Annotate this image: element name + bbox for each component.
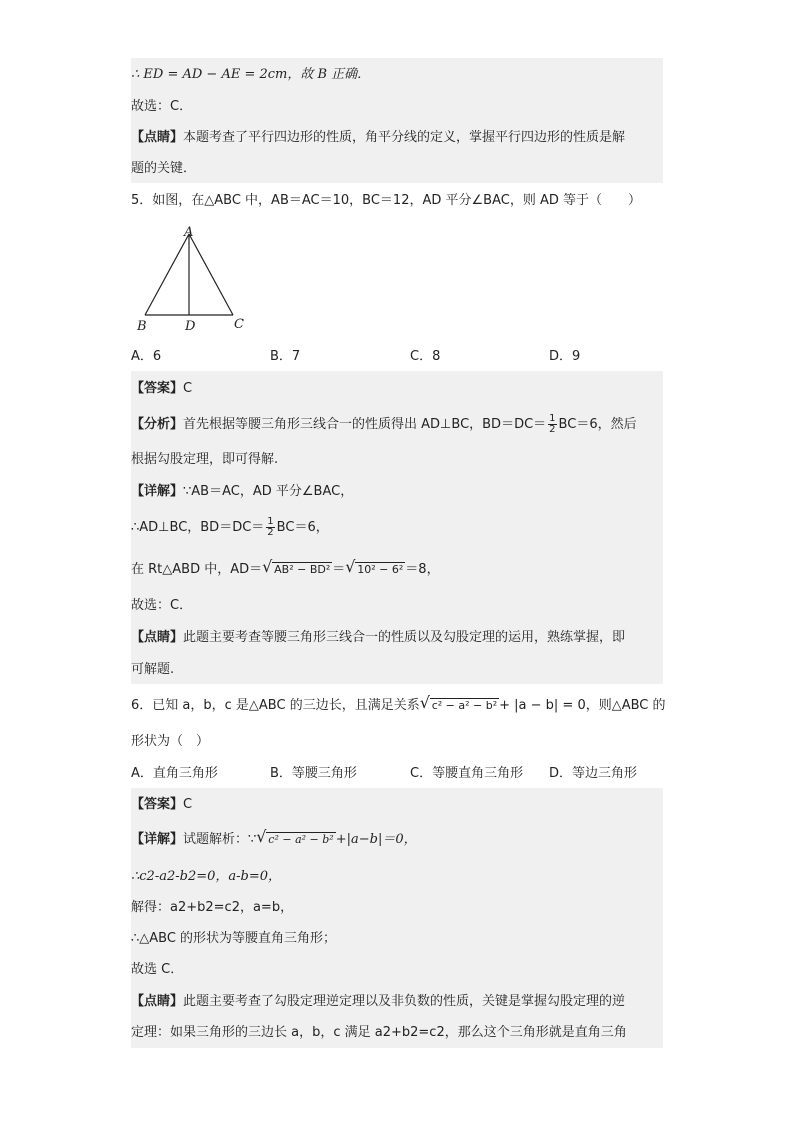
detail-text: ∵AB＝AC，AD 平分∠BAC， (183, 484, 354, 499)
q5-comment-line1 (131, 629, 625, 647)
comment-text: 本题考查了平行四边形的性质，角平分线的定义，掌握平行四边形的性质是解 (183, 130, 626, 145)
detail-text-a: 试题解析：∵ (183, 832, 257, 847)
detail-text-a: ∴AD⊥BC，BD＝DC＝ (131, 520, 265, 535)
q5-option-a: A．6 (131, 349, 162, 364)
prev-conclusion-line: ∴ ED = AD − AE = 2cm，故 B 正确． (131, 67, 371, 82)
comment-tag: 【点睛】 (131, 994, 184, 1009)
q5-comment-line2: 可解题. (131, 662, 175, 677)
q5-analysis-line2: 根据勾股定理，即可得解. (131, 452, 279, 467)
comment-tag: 【点睛】 (131, 630, 184, 645)
detail-text-b: BC＝6， (276, 520, 329, 535)
detail-tag: 【详解】 (131, 832, 184, 847)
q6-option-b: B．等腰三角形 (270, 766, 357, 781)
q6-comment-line2: 定理：如果三角形的三边长 a，b，c 满足 a2+b2=c2，那么这个三角形就是直角三角 (131, 1025, 627, 1040)
analysis-text-b: BC＝6，然后 (558, 417, 637, 432)
answer-value: C (183, 381, 193, 396)
detail-text-b: +|a−b|＝0， (335, 832, 417, 847)
q6-detail-line2: ∴c2-a2-b2=0，a-b=0， (131, 869, 282, 884)
q6-stem-line1 (131, 693, 666, 715)
answer-tag: 【答案】 (131, 797, 184, 812)
label-b: B (137, 319, 147, 334)
comment-text: 此题主要考查了勾股定理逆定理以及非负数的性质，关键是掌握勾股定理的逆 (183, 994, 626, 1009)
detail-text-b: ＝8， (405, 562, 440, 577)
q5-option-d: D．9 (549, 349, 581, 364)
q6-stem-line2: 形状为（ ） (131, 734, 210, 749)
q6-option-a: A．直角三角形 (131, 766, 218, 781)
side-ab (145, 234, 189, 315)
fraction-one-half: $\frac{1}{2}$ (549, 413, 556, 435)
q6-detail-line1 (131, 827, 417, 849)
q5-analysis-line1 (131, 414, 637, 435)
stem-text-b: + |a − b| = 0，则△ABC 的 (499, 698, 666, 713)
sqrt-10-6: √ 10² − 6² (345, 557, 404, 576)
q6-answer (131, 796, 192, 814)
q6-detail-line5: 故选 C． (131, 962, 184, 977)
stem-text-a: 6．已知 a，b，c 是△ABC 的三边长，且满足关系 (131, 698, 420, 713)
answer-value: C (183, 797, 193, 812)
fraction-one-half: $\frac{1}{2}$ (267, 516, 274, 538)
q5-answer (131, 380, 192, 398)
prev-choice-line: 故选：C． (131, 99, 193, 114)
q5-triangle-figure (131, 224, 261, 336)
q6-comment-line1 (131, 993, 625, 1011)
q5-detail-line2 (131, 517, 329, 538)
side-ac (189, 234, 233, 315)
comment-text: 此题主要考查等腰三角形三线合一的性质以及勾股定理的运用，熟练掌握，即 (183, 630, 626, 645)
analysis-text-a: 首先根据等腰三角形三线合一的性质得出 AD⊥BC，BD＝DC＝ (183, 417, 547, 432)
equals-sign: ＝ (332, 562, 346, 577)
prev-comment-line2: 题的关键． (131, 161, 197, 176)
prev-comment-line1 (131, 129, 625, 147)
q6-detail-line4: ∴△ABC 的形状为等腰直角三角形； (131, 931, 337, 946)
q5-option-c: C．8 (410, 349, 441, 364)
answer-tag: 【答案】 (131, 381, 184, 396)
sqrt-ab-bd: √ AB² − BD² (262, 557, 331, 576)
q5-option-b: B．7 (270, 349, 301, 364)
q6-detail-line3: 解得：a2+b2=c2，a=b， (131, 900, 294, 915)
label-a: A (184, 225, 194, 240)
detail-tag: 【详解】 (131, 484, 184, 499)
q5-detail-line4: 故选：C． (131, 598, 193, 613)
q5-stem: 5．如图，在△ABC 中，AB＝AC＝10，BC＝12，AD 平分∠BAC，则 AD 等于（ ） (131, 193, 641, 208)
sqrt-c2-a2-b2: √ c² − a² − b² (419, 693, 498, 712)
label-c: C (234, 317, 244, 332)
detail-text-a: 在 Rt△ABD 中，AD＝ (131, 562, 263, 577)
q5-detail-line1 (131, 483, 353, 501)
analysis-tag: 【分析】 (131, 417, 184, 432)
comment-tag: 【点睛】 (131, 130, 184, 145)
label-d: D (185, 319, 196, 334)
q6-option-d: D．等边三角形 (549, 766, 638, 781)
q5-detail-line3 (131, 557, 440, 579)
sqrt-c2-a2-b2: √ c² − a² − b² (256, 827, 334, 846)
q6-option-c: C．等腰直角三角形 (410, 766, 524, 781)
